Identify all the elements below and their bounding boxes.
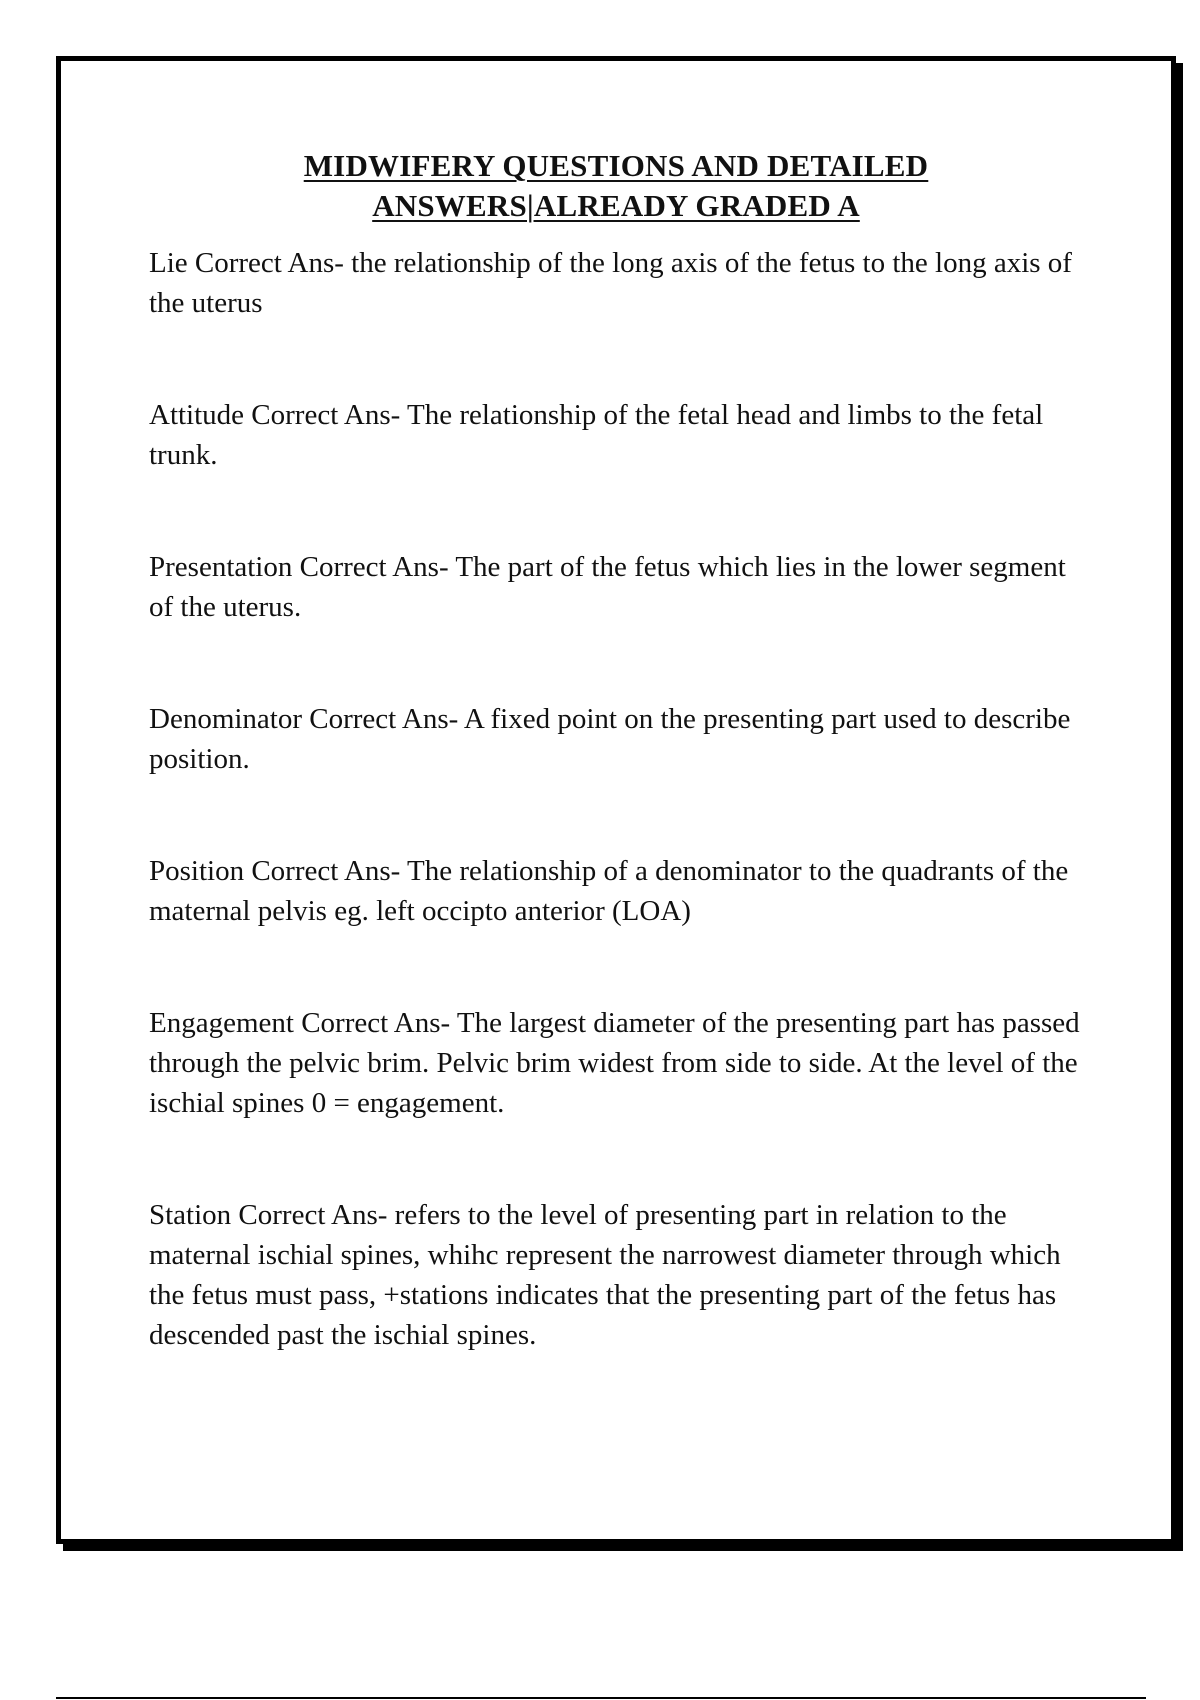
qa-item-position: Position Correct Ans- The relationship of a denominator to the quadrants of the maternal pelvis eg. left occipto anterior (LOA) [149, 855, 1069, 927]
qa-item-engagement: Engagement Correct Ans- The largest diameter of the presenting part has passed through the pelvic brim. Pelvic brim widest from side to side. At the level of the ischial spines 0 = engagement. [149, 1007, 1080, 1119]
qa-item-lie: Lie Correct Ans- the relationship of the long axis of the fetus to the long axis of the uterus [149, 247, 1072, 319]
document-title-line-1: MIDWIFERY QUESTIONS AND DETAILED [303, 148, 929, 183]
document-page-frame [56, 56, 1176, 1544]
qa-item-denominator: Denominator Correct Ans- A fixed point on the presenting part used to describe position. [149, 703, 1071, 775]
footer-divider [56, 1697, 1146, 1699]
qa-item-station: Station Correct Ans- refers to the level of presenting part in relation to the maternal ischial spines, whihc represent the narrowest diameter through which the fetus must pass, +stations indicates that the presenting part of the fetus has descended past the ischial spines. [149, 1199, 1061, 1351]
qa-list [61, 243, 1171, 1355]
qa-item-presentation: Presentation Correct Ans- The part of the fetus which lies in the lower segment of the uterus. [149, 551, 1066, 623]
document-title-line-2: ANSWERS|ALREADY GRADED A [372, 188, 860, 223]
document-title [61, 146, 1171, 226]
qa-item-attitude: Attitude Correct Ans- The relationship of the fetal head and limbs to the fetal trunk. [149, 399, 1044, 471]
